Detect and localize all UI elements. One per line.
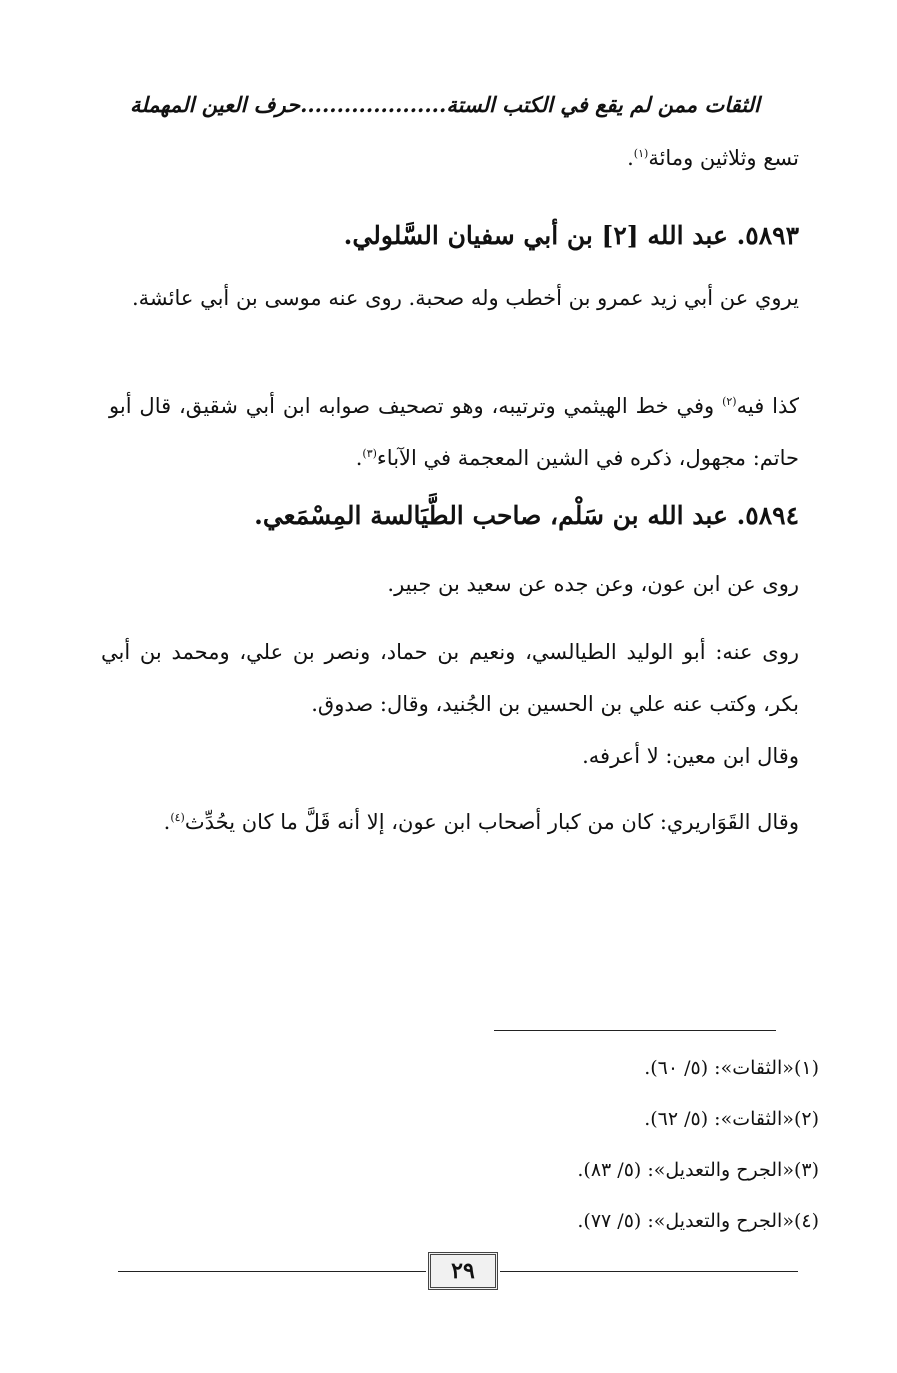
paragraph-ibn-main: وقال ابن معين: لا أعرفه. [582,744,799,768]
footnote-ref[interactable]: (٤) [170,811,185,824]
running-head-left: حرف العين المهملة.......... [130,92,374,117]
footnote-ref[interactable]: (١) [633,147,649,160]
footnote-separator [494,1030,776,1031]
page-number: ٢٩ [428,1252,498,1290]
footnotes [319,1043,819,1247]
entry-heading-5894: ٥٨٩٤. عبد الله بن سَلْم، صاحب الطَّيَالسة المِسْمَعي. [254,501,799,530]
paragraph-qawariri: وقال القَوَاريري: كان من كبار أصحاب ابن عون، إلا أنه قَلَّ ما كان يحُدِّث$^{(٤)}$. [163,810,799,834]
running-head-right: ..........الثقات ممن لم يقع في الكتب الستة [373,92,760,117]
footnote-3: (٣)«الجرح والتعديل»: (٥/ ٨٣). [577,1159,819,1181]
footnote-2: (٢)«الثقات»: (٥/ ٦٢). [644,1108,819,1130]
footnote-ref[interactable]: (٣) [362,447,377,460]
running-head [130,92,800,117]
paragraph-narrated-from: روى عن ابن عون، وعن جده عن سعيد بن جبير. [387,572,799,596]
bottom-rule-right [500,1271,798,1272]
footnote-4: (٤)«الجرح والتعديل»: (٥/ ٧٧). [577,1210,819,1232]
paragraph-entry-5893: يروي عن أبي زيد عمرو بن أخطب وله صحبة. روى عنه موسى بن أبي عائشة. [131,286,799,310]
paragraph-narrated-by: روى عنه: أبو الوليد الطيالسي، ونعيم بن حماد، ونصر بن علي، ومحمد بن أبي بكر، وكتب عنه علي بن الحسين بن الجُنيد، وقال: صدوق. [101,640,799,716]
entry-heading-5893: ٥٨٩٣. عبد الله [٢] بن أبي سفيان السَّلولي. [343,221,799,250]
paragraph-commentary: كذا فيه$^{(٢)}$ وفي خط الهيثمي وترتيبه، وهو تصحيف صوابه ابن أبي شقيق، قال أبو حاتم: مجهول، ذكره في الشين المعجمة في الآباء$^{(٣)}$. [109,394,799,470]
paragraph-continuation: تسع وثلاثين ومائة$^{(١)}$. [627,146,799,170]
footnote-1: (١)«الثقات»: (٥/ ٦٠). [644,1057,819,1079]
bottom-rule-left [118,1271,426,1272]
footnote-ref[interactable]: (٢) [722,395,737,408]
